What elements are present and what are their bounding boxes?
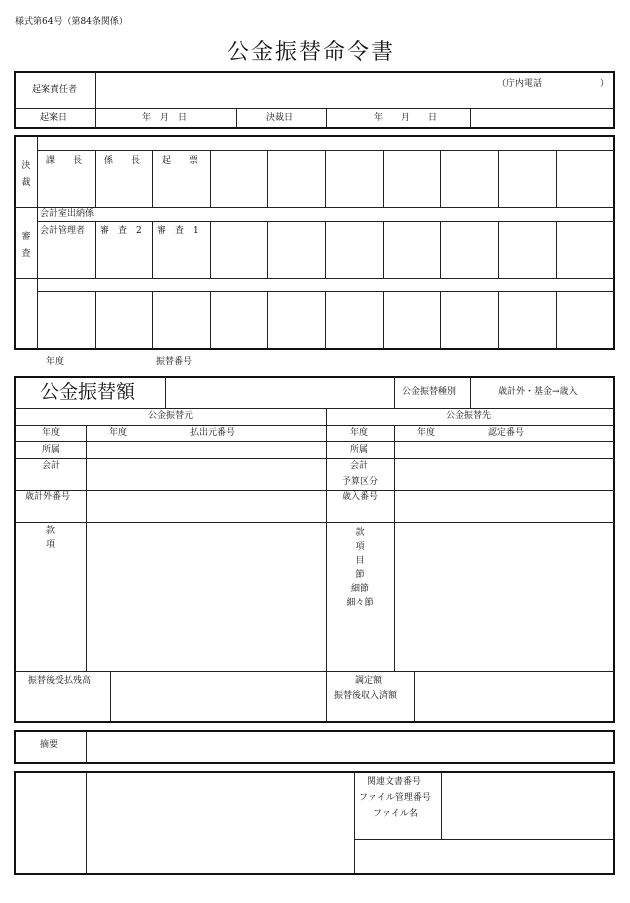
tel-label: （庁内電話 [497, 79, 543, 89]
approval-box [14, 135, 615, 350]
kessai-label: 決裁 [21, 161, 31, 188]
dst-budget-label: 予算区分 [342, 477, 379, 487]
src-kan-label: 款 [46, 526, 56, 536]
src-payout-no-label: 払出元番号 [190, 428, 236, 438]
dst-year2-label: 年度 [417, 428, 436, 438]
src-dept-label: 所属 [42, 445, 61, 455]
page-title: 公金振替命令書 [227, 40, 396, 65]
summary-label: 摘要 [40, 740, 59, 750]
dst-item: 項 [355, 542, 365, 552]
dst-item: 目 [355, 556, 365, 566]
dst-year-label: 年度 [350, 428, 369, 438]
src-extra-no-label: 歳計外番号 [25, 492, 71, 502]
file-mgmt-label: ファイル管理番号 [359, 793, 431, 803]
dst-dept-label: 所属 [350, 445, 369, 455]
related-doc-label: 関連文書番号 [367, 777, 422, 787]
chief-label: 課 長 [46, 156, 83, 166]
transfer-type-label: 公金振替種別 [402, 387, 457, 397]
drafter-stamp-label: 起 票 [162, 156, 199, 166]
src-year-label: 年度 [42, 428, 61, 438]
draft-date-field[interactable]: 年 月 日 [142, 113, 188, 123]
decision-date-field[interactable]: 年 月 日 [374, 113, 438, 123]
subchief-label: 係 長 [104, 156, 141, 166]
transfer-type-value: 歳計外・基金→歳入 [498, 387, 578, 397]
src-kou-label: 項 [46, 540, 56, 550]
dst-item: 細々節 [346, 598, 374, 608]
file-name-label: ファイル名 [373, 809, 418, 819]
source-label: 公金振替元 [148, 411, 194, 421]
shinsa-label: 審査 [21, 232, 31, 259]
transfer-no-label: 振替番号 [156, 357, 193, 367]
dst-rev-no-label: 歳入番号 [342, 492, 379, 502]
transfer-amount-field[interactable] [166, 378, 393, 407]
tel-close: ） [600, 79, 610, 89]
dst-received-label: 振替後収入済額 [334, 691, 398, 701]
drafter-label: 起案責任者 [32, 85, 78, 95]
summary-field[interactable] [87, 732, 613, 762]
dst-item: 節 [355, 570, 365, 580]
review1-label: 審 査 1 [157, 226, 199, 236]
dst-item: 款 [355, 528, 365, 538]
src-year2-label: 年度 [109, 428, 128, 438]
review2-label: 審 査 2 [100, 226, 142, 236]
decision-date-label: 決裁日 [266, 113, 294, 123]
transfer-heading: 公金振替額 [40, 381, 136, 403]
src-balance-label: 振替後受払残高 [28, 676, 92, 686]
footer-box [14, 771, 615, 875]
dst-item: 細節 [350, 584, 369, 594]
dst-items-list [330, 526, 390, 610]
fiscal-year-label: 年度 [46, 357, 65, 367]
dst-assessed-label: 調定額 [355, 676, 383, 686]
draft-date-label: 起案日 [40, 113, 68, 123]
accounting-manager-label: 会計管理者 [40, 226, 86, 236]
accounting-office-label: 会計室出納係 [40, 209, 95, 219]
dst-account-label: 会計 [350, 461, 369, 471]
src-account-label: 会計 [42, 461, 61, 471]
dst-cert-no-label: 認定番号 [488, 428, 525, 438]
dest-label: 公金振替先 [446, 411, 492, 421]
form-number: 様式第64号（第84条関係） [15, 17, 128, 27]
